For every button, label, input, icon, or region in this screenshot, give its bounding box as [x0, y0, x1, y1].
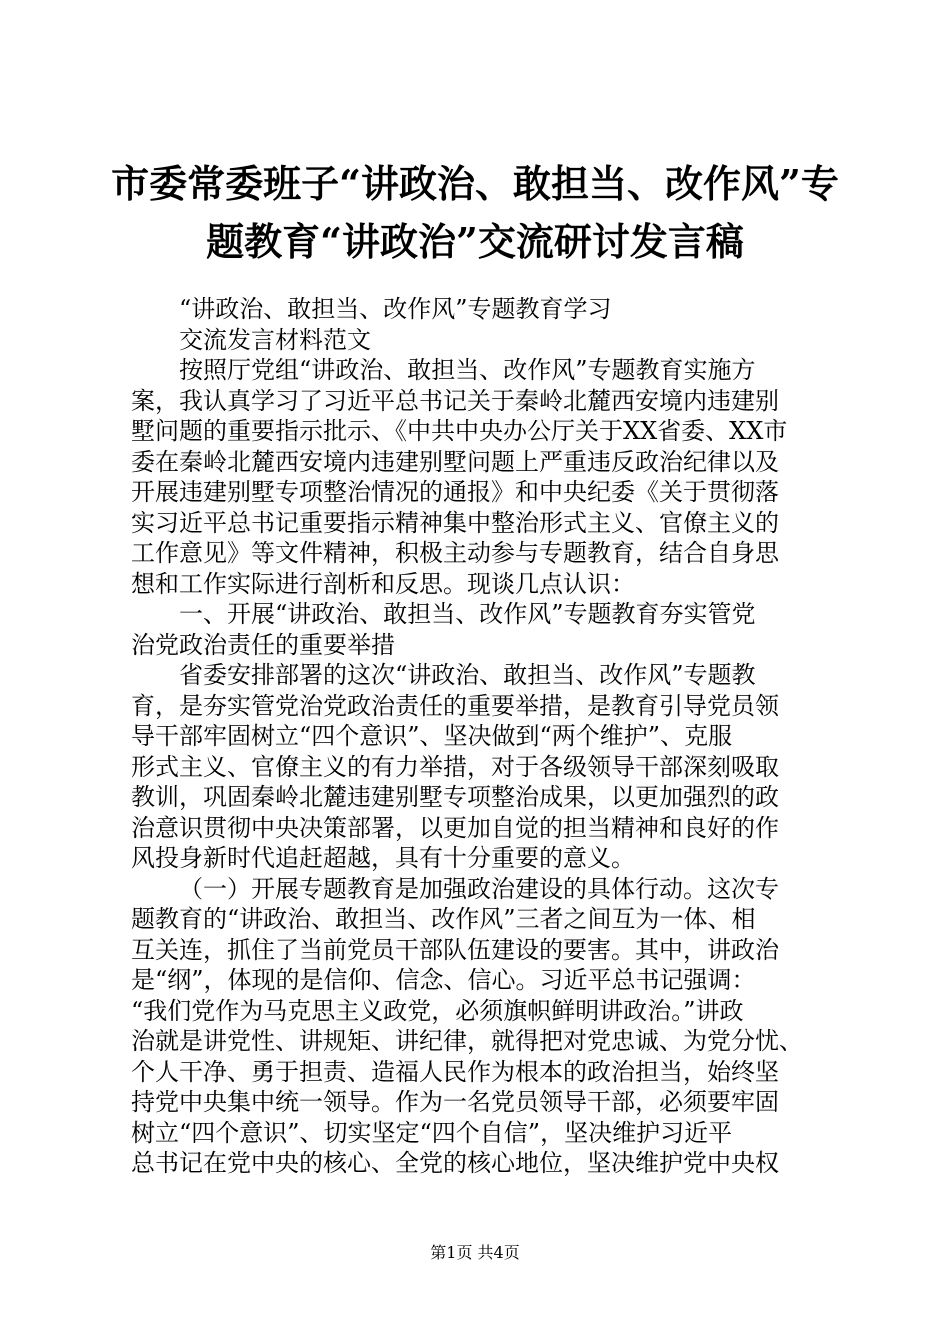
section-heading-line: 一、开展“讲政治、敢担当、改作风”专题教育夯实管党 — [179, 600, 756, 628]
body-line: 交流发言材料范文 — [179, 325, 371, 354]
body-line: 育，是夯实管党治党政治责任的重要举措，是教育引导党员领 — [131, 691, 779, 720]
body-line: 树立“四个意识”、切实坚定“四个自信”，坚决维护习近平 — [131, 1118, 733, 1147]
body-line: 实习近平总书记重要指示精神集中整治形式主义、官僚主义的 — [131, 508, 779, 537]
section-heading-line: 治党政治责任的重要举措 — [131, 630, 395, 659]
body-line: 墅问题的重要指示批示、《中共中央办公厅关于XX省委、XX市 — [131, 417, 788, 445]
body-line: 形式主义、官僚主义的有力举措，对于各级领导干部深刻吸取 — [131, 752, 779, 781]
body-line: 工作意见》等文件精神，积极主动参与专题教育，结合自身思 — [131, 539, 779, 567]
body-line: （一）开展专题教育是加强政治建设的具体行动。这次专 — [179, 874, 779, 903]
body-line: 是“纲”，体现的是信仰、信念、信心。习近平总书记强调： — [131, 966, 756, 994]
body-line: 教训，巩固秦岭北麓违建别墅专项整治成果，以更加强烈的政 — [131, 783, 779, 811]
body-line: 按照厅党组“讲政治、敢担当、改作风”专题教育实施方 — [179, 356, 756, 384]
document-title-line-2: 题教育“讲政治”交流研讨发言稿 — [206, 219, 744, 264]
body-line: 互关连，抓住了当前党员干部队伍建设的要害。其中，讲政治 — [131, 935, 779, 964]
body-line: 题教育的“讲政治、敢担当、改作风”三者之间互为一体、相 — [131, 905, 756, 933]
body-line: 案，我认真学习了习近平总书记关于秦岭北麓西安境内违建别 — [131, 386, 779, 415]
body-line: 委在秦岭北麓西安境内违建别墅问题上严重违反政治纪律以及 — [131, 447, 779, 476]
body-line: 总书记在党中央的核心、全党的核心地位，坚决维护党中央权 — [131, 1149, 779, 1177]
body-line: “讲政治、敢担当、改作风”专题教育学习 — [179, 295, 612, 323]
document-body — [131, 294, 831, 1179]
body-line: 开展违建别墅专项整治情况的通报》和中央纪委《关于贯彻落 — [131, 478, 779, 506]
body-line: 治意识贯彻中央决策部署，以更加自觉的担当精神和良好的作 — [131, 813, 779, 842]
body-line: 导干部牢固树立“四个意识”、坚决做到“两个维护”、克服 — [131, 722, 733, 750]
body-line: 个人干净、勇于担责、造福人民作为根本的政治担当，始终坚 — [131, 1057, 779, 1086]
body-line: 想和工作实际进行剖析和反思。现谈几点认识： — [131, 569, 635, 598]
body-line: 风投身新时代追赶超越，具有十分重要的意义。 — [131, 844, 635, 872]
body-line: 治就是讲党性、讲规矩、讲纪律，就得把对党忠诚、为党分忧、 — [131, 1027, 803, 1055]
body-line: “我们党作为马克思主义政党，必须旗帜鲜明讲政治。”讲政 — [131, 996, 744, 1025]
body-line: 省委安排部署的这次“讲政治、敢担当、改作风”专题教 — [179, 661, 756, 689]
page-footer: 第1页 共4页 — [430, 1243, 520, 1262]
document-title-line-1: 市委常委班子“讲政治、敢担当、改作风”专 — [111, 161, 839, 206]
body-line: 持党中央集中统一领导。作为一名党员领导干部，必须要牢固 — [131, 1088, 779, 1116]
